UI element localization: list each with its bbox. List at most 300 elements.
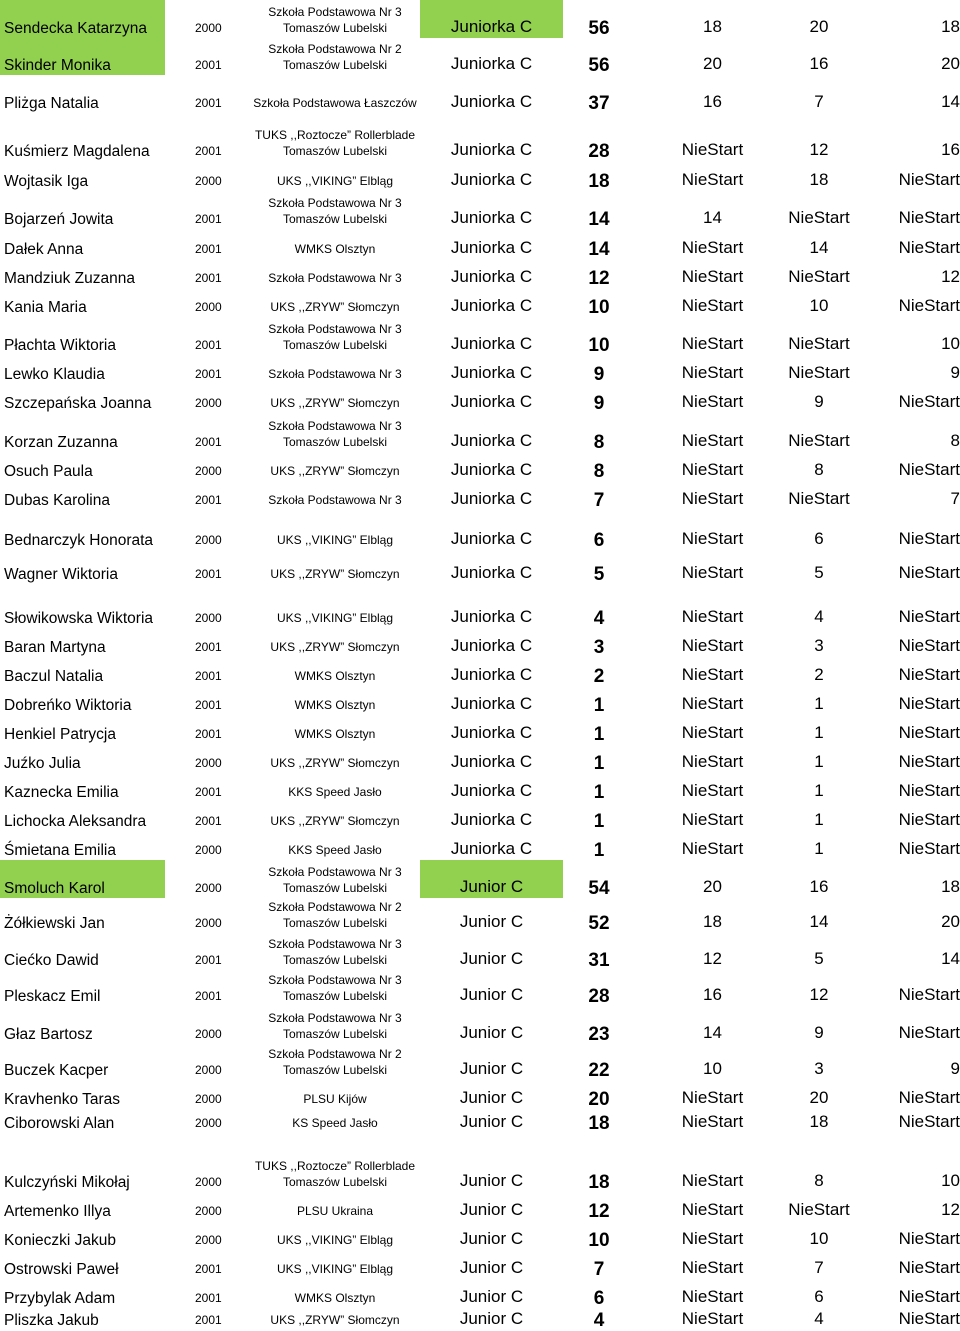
stage-2-score: 14 (809, 912, 829, 931)
total-points: 12 (588, 268, 610, 289)
club-name (250, 43, 420, 75)
club-line: KKS Speed Jasło (288, 785, 382, 799)
competitor-name: Kaznecka Emilia (4, 783, 119, 801)
birth-year: 2000 (195, 1092, 222, 1106)
stage-3-score: NieStart (898, 723, 960, 742)
club-name (250, 1048, 420, 1080)
stage-2-score: 5 (814, 563, 824, 582)
table-row (0, 1308, 960, 1330)
stage-3-score: 20 (941, 912, 960, 931)
stage-3-score: NieStart (898, 170, 960, 189)
stage-3-score: NieStart (898, 607, 960, 626)
total-points: 31 (588, 950, 610, 971)
table-row (0, 1279, 960, 1308)
table-row (0, 773, 960, 802)
competitor-name: Bednarczyk Honorata (4, 531, 154, 549)
stage-2-score: 8 (814, 1171, 824, 1190)
total-points: 37 (588, 93, 610, 114)
total-points: 22 (588, 1060, 610, 1081)
club-line: UKS ,,ZRYW” Słomczyn (270, 1313, 400, 1327)
club-line: Tomaszów Lubelski (282, 435, 388, 449)
stage-2-score: 3 (814, 636, 824, 655)
competitor-name: Żółkiewski Jan (4, 914, 105, 932)
age-category: Juniorka C (450, 334, 533, 353)
competitor-name: Kulczyński Mikołaj (4, 1173, 130, 1191)
table-row (0, 384, 960, 413)
total-points: 10 (588, 1230, 610, 1251)
stage-2-score: 6 (814, 1287, 824, 1306)
club-name (250, 728, 420, 744)
competitor-name: Osuch Paula (4, 462, 93, 480)
age-category: Juniorka C (450, 563, 533, 582)
birth-year: 2001 (195, 242, 222, 256)
stage-1-score: NieStart (681, 563, 744, 582)
table-row (0, 481, 960, 510)
club-line: Szkoła Podstawowa Nr 3 (268, 937, 402, 951)
total-points: 6 (593, 1288, 605, 1309)
club-name (250, 699, 420, 715)
club-line: TUKS ,,Roztocze” Rollerblade (254, 1159, 416, 1173)
birth-year: 2000 (195, 533, 222, 547)
birth-year: 2000 (195, 1233, 222, 1247)
competitor-name: Przybylak Adam (4, 1289, 116, 1307)
birth-year: 2000 (195, 464, 222, 478)
stage-2-score: 8 (814, 460, 824, 479)
club-name (250, 323, 420, 355)
stage-1-score: NieStart (681, 392, 744, 411)
age-category: Junior C (459, 1229, 524, 1248)
stage-3-score: NieStart (898, 1287, 960, 1306)
competitor-name: Kania Maria (4, 298, 87, 316)
birth-year: 2000 (195, 300, 222, 314)
stage-1-score: NieStart (681, 723, 744, 742)
stage-2-score: 16 (809, 54, 829, 73)
stage-3-score: NieStart (898, 238, 960, 257)
age-category: Juniorka C (450, 529, 533, 548)
club-line: WMKS Olsztyn (294, 242, 376, 256)
stage-1-score: 10 (703, 1059, 722, 1078)
club-line: Tomaszów Lubelski (282, 953, 388, 967)
stage-1-score: 14 (703, 208, 722, 227)
stage-1-score: NieStart (681, 238, 744, 257)
competitor-name: Lichocka Aleksandra (4, 812, 147, 830)
table-row (0, 802, 960, 831)
club-name (250, 938, 420, 970)
club-line: UKS ,,ZRYW” Słomczyn (270, 640, 400, 654)
stage-3-score: NieStart (898, 1112, 960, 1131)
table-row (0, 288, 960, 317)
total-points: 4 (593, 1310, 605, 1331)
competitor-name: Głaz Bartosz (4, 1025, 93, 1043)
birth-year: 2001 (195, 96, 222, 110)
birth-year: 2001 (195, 1313, 222, 1327)
competitor-name: Dałek Anna (4, 240, 84, 258)
table-row (0, 191, 960, 229)
stage-3-score: 18 (941, 17, 960, 36)
stage-1-score: NieStart (681, 460, 744, 479)
stage-2-score: 3 (814, 1059, 824, 1078)
stage-1-score: 16 (703, 92, 722, 111)
stage-3-score: NieStart (898, 460, 960, 479)
stage-1-score: NieStart (681, 140, 744, 159)
competitor-name: Wojtasik Iga (4, 172, 89, 190)
birth-year: 2001 (195, 271, 222, 285)
table-row (0, 0, 960, 38)
club-line: Tomaszów Lubelski (282, 338, 388, 352)
club-name (250, 420, 420, 452)
age-category: Juniorka C (450, 752, 533, 771)
stage-3-score: NieStart (898, 1309, 960, 1328)
age-category: Juniorka C (450, 170, 533, 189)
table-row (0, 259, 960, 288)
table-row (0, 355, 960, 384)
stage-2-score: NieStart (788, 431, 850, 450)
table-row (0, 860, 960, 898)
club-name (250, 1160, 420, 1192)
total-points: 1 (593, 753, 605, 774)
birth-year: 2001 (195, 435, 222, 449)
age-category: Junior C (459, 1023, 524, 1042)
stage-3-score: NieStart (898, 1229, 960, 1248)
table-row (0, 831, 960, 860)
age-category: Juniorka C (450, 267, 533, 286)
total-points: 10 (588, 335, 610, 356)
club-line: Tomaszów Lubelski (282, 58, 388, 72)
competitor-name: Śmietana Emilia (4, 841, 116, 859)
club-line: UKS ,,VIKING” Elbląg (276, 1262, 394, 1276)
stage-2-score: 7 (814, 1258, 824, 1277)
competitor-name: Baran Martyna (4, 638, 106, 656)
club-name (250, 901, 420, 933)
stage-1-score: NieStart (681, 431, 744, 450)
stage-3-score: NieStart (898, 665, 960, 684)
stage-2-score: 1 (814, 781, 824, 800)
competitor-name: Skinder Monika (0, 38, 165, 75)
table-row (0, 1109, 960, 1133)
birth-year: 2001 (195, 785, 222, 799)
competitor-name: Baczul Natalia (4, 667, 104, 685)
stage-3-score: NieStart (898, 1088, 960, 1107)
club-name (250, 129, 420, 161)
competitor-name: Smoluch Karol (0, 860, 165, 898)
club-name (250, 1117, 420, 1133)
total-points: 18 (588, 1113, 610, 1134)
club-line: WMKS Olsztyn (294, 698, 376, 712)
table-row (0, 38, 960, 75)
stage-1-score: NieStart (681, 665, 744, 684)
club-name (250, 568, 420, 584)
club-name (250, 243, 420, 259)
club-name (250, 844, 420, 860)
competitor-name: Pliszka Jakub (4, 1311, 99, 1329)
competitor-name: Wagner Wiktoria (4, 565, 118, 583)
stage-3-score: 12 (941, 267, 960, 286)
birth-year: 2001 (195, 989, 222, 1003)
table-row (0, 161, 960, 191)
stage-1-score: NieStart (681, 1112, 744, 1131)
stage-1-score: NieStart (681, 607, 744, 626)
stage-3-score: NieStart (898, 296, 960, 315)
club-name (250, 1093, 420, 1109)
birth-year: 2001 (195, 493, 222, 507)
club-line: UKS ,,ZRYW” Słomczyn (270, 756, 400, 770)
stage-3-score: 14 (941, 949, 960, 968)
club-name (250, 465, 420, 481)
stage-2-score: NieStart (788, 363, 850, 382)
table-row (0, 1044, 960, 1080)
age-category: Juniorka C (450, 392, 533, 411)
stage-2-score: 9 (814, 392, 824, 411)
club-name (250, 670, 420, 686)
stage-2-score: 1 (814, 694, 824, 713)
total-points: 52 (588, 913, 610, 934)
club-line: UKS ,,VIKING” Elbląg (276, 174, 394, 188)
age-category: Juniorka C (450, 296, 533, 315)
competitor-name: Kravhenko Taras (4, 1090, 121, 1108)
table-row (0, 970, 960, 1006)
club-line: Tomaszów Lubelski (282, 21, 388, 35)
club-line: Tomaszów Lubelski (282, 1063, 388, 1077)
club-name (250, 368, 420, 384)
birth-year: 2000 (195, 396, 222, 410)
stage-1-score: 14 (703, 1023, 722, 1042)
stage-2-score: 5 (814, 949, 824, 968)
table-row (0, 628, 960, 657)
stage-1-score: 20 (703, 877, 722, 896)
stage-1-score: NieStart (681, 810, 744, 829)
age-category: Junior C (459, 985, 524, 1004)
stage-3-score: 7 (950, 489, 960, 508)
club-line: Szkoła Podstawowa Nr 2 (268, 42, 402, 56)
club-line: Tomaszów Lubelski (282, 1175, 388, 1189)
age-category: Junior C (459, 1112, 524, 1131)
age-category: Junior C (459, 949, 524, 968)
stage-3-score: NieStart (898, 781, 960, 800)
stage-2-score: 20 (809, 17, 829, 36)
club-line: UKS ,,ZRYW” Słomczyn (270, 464, 400, 478)
club-name (250, 815, 420, 831)
competitor-name: Pleskacz Emil (4, 987, 101, 1005)
birth-year: 2000 (195, 1063, 222, 1077)
competitor-name: Ciećko Dawid (4, 951, 99, 969)
stage-1-score: NieStart (681, 1171, 744, 1190)
club-name (250, 175, 420, 191)
age-category: Juniorka C (450, 431, 533, 450)
total-points: 8 (593, 461, 605, 482)
birth-year: 2000 (195, 1027, 222, 1041)
total-points: 56 (588, 18, 610, 39)
stage-2-score: 9 (814, 1023, 824, 1042)
table-row (0, 1142, 960, 1192)
club-name (250, 786, 420, 802)
club-line: UKS ,,VIKING” Elbląg (276, 611, 394, 625)
age-category: Junior C (459, 1171, 524, 1190)
total-points: 5 (593, 564, 605, 585)
club-line: WMKS Olsztyn (294, 727, 376, 741)
club-line: Szkoła Podstawowa Nr 2 (268, 1047, 402, 1061)
age-category: Juniorka C (450, 489, 533, 508)
stage-2-score: 12 (809, 140, 829, 159)
club-line: Szkoła Podstawowa Nr 3 (268, 367, 402, 381)
stage-3-score: 16 (941, 140, 960, 159)
age-category: Juniorka C (450, 723, 533, 742)
stage-3-score: NieStart (898, 985, 960, 1004)
stage-1-score: NieStart (681, 752, 744, 771)
age-category: Junior C (459, 1200, 524, 1219)
table-row (0, 584, 960, 628)
age-category: Juniorka C (450, 665, 533, 684)
age-category: Junior C (459, 1287, 524, 1306)
total-points: 18 (588, 1172, 610, 1193)
club-name (250, 397, 420, 413)
club-line: Tomaszów Lubelski (282, 989, 388, 1003)
club-line: Szkoła Podstawowa Nr 3 (268, 322, 402, 336)
total-points: 18 (588, 171, 610, 192)
age-category: Juniorka C (450, 92, 533, 111)
birth-year: 2000 (195, 21, 222, 35)
total-points: 20 (588, 1089, 610, 1110)
birth-year: 2000 (195, 174, 222, 188)
competitor-name: Słowikowska Wiktoria (4, 609, 154, 627)
total-points: 2 (593, 666, 605, 687)
club-line: WMKS Olsztyn (294, 1291, 376, 1305)
table-row (0, 229, 960, 259)
club-line: KS Speed Jasło (292, 1116, 378, 1130)
total-points: 7 (593, 1259, 605, 1280)
competitor-name: Kuśmierz Magdalena (4, 142, 150, 160)
age-category: Juniorka C (450, 781, 533, 800)
club-name (250, 1314, 420, 1330)
stage-2-score: 7 (814, 92, 824, 111)
birth-year: 2000 (195, 1116, 222, 1130)
age-category: Juniorka C (450, 810, 533, 829)
birth-year: 2001 (195, 698, 222, 712)
table-row (0, 1192, 960, 1221)
club-name (250, 1012, 420, 1044)
stage-1-score: NieStart (681, 334, 744, 353)
competitor-name: Bojarzeń Jowita (4, 210, 114, 228)
stage-2-score: 4 (814, 607, 824, 626)
total-points: 1 (593, 724, 605, 745)
stage-1-score: 20 (703, 54, 722, 73)
club-line: Szkoła Podstawowa Nr 3 (268, 196, 402, 210)
stage-3-score: NieStart (898, 392, 960, 411)
stage-2-score: NieStart (788, 267, 850, 286)
competitor-name: Dubas Karolina (4, 491, 110, 509)
stage-2-score: 20 (809, 1088, 829, 1107)
total-points: 6 (593, 530, 605, 551)
stage-1-score: NieStart (681, 363, 744, 382)
stage-3-score: NieStart (898, 636, 960, 655)
stage-1-score: 12 (703, 949, 722, 968)
table-row (0, 1250, 960, 1279)
total-points: 9 (593, 364, 605, 385)
table-row (0, 686, 960, 715)
table-row (0, 657, 960, 686)
stage-3-score: NieStart (898, 563, 960, 582)
stage-3-score: 18 (941, 877, 960, 896)
club-line: Tomaszów Lubelski (282, 144, 388, 158)
stage-3-score: NieStart (898, 1023, 960, 1042)
table-row (0, 113, 960, 161)
birth-year: 2001 (195, 727, 222, 741)
birth-year: 2001 (195, 212, 222, 226)
stage-1-score: NieStart (681, 267, 744, 286)
table-row (0, 75, 960, 113)
club-name (250, 494, 420, 510)
table-row (0, 933, 960, 970)
age-category: Juniorka C (450, 363, 533, 382)
age-category: Juniorka C (450, 694, 533, 713)
stage-1-score: NieStart (681, 781, 744, 800)
table-row (0, 413, 960, 452)
age-category: Junior C (459, 1258, 524, 1277)
stage-3-score: 9 (950, 1059, 960, 1078)
age-category: Junior C (459, 912, 524, 931)
birth-year: 2001 (195, 953, 222, 967)
total-points: 1 (593, 840, 605, 861)
stage-2-score: NieStart (788, 1200, 850, 1219)
club-line: Szkoła Podstawowa Nr 2 (268, 900, 402, 914)
stage-1-score: NieStart (681, 1229, 744, 1248)
table-row (0, 510, 960, 550)
stage-1-score: 16 (703, 985, 722, 1004)
stage-1-score: 18 (703, 17, 722, 36)
stage-1-score: NieStart (681, 170, 744, 189)
table-row (0, 898, 960, 933)
club-name (250, 641, 420, 657)
age-category: Junior C (459, 1309, 524, 1328)
club-line: TUKS ,,Roztocze” Rollerblade (254, 128, 416, 142)
club-name (250, 534, 420, 550)
birth-year: 2001 (195, 58, 222, 72)
age-category: Junior C (420, 860, 563, 898)
total-points: 12 (588, 1201, 610, 1222)
competitor-name: Pliżga Natalia (4, 94, 99, 112)
stage-3-score: NieStart (898, 529, 960, 548)
age-category: Juniorka C (420, 0, 563, 38)
stage-1-score: NieStart (681, 636, 744, 655)
table-row (0, 317, 960, 355)
stage-2-score: 10 (809, 296, 829, 315)
stage-1-score: 18 (703, 912, 722, 931)
age-category: Junior C (459, 1088, 524, 1107)
stage-1-score: NieStart (681, 1200, 744, 1219)
birth-year: 2000 (195, 1175, 222, 1189)
age-category: Junior C (459, 1059, 524, 1078)
stage-2-score: NieStart (788, 334, 850, 353)
total-points: 1 (593, 782, 605, 803)
competitor-name: Szczepańska Joanna (4, 394, 152, 412)
age-category: Juniorka C (450, 607, 533, 626)
table-row (0, 452, 960, 481)
total-points: 28 (588, 141, 610, 162)
table-row (0, 1221, 960, 1250)
competitor-name: Sendecka Katarzyna (0, 0, 165, 38)
stage-3-score: 8 (950, 431, 960, 450)
stage-3-score: 20 (941, 54, 960, 73)
birth-year: 2001 (195, 338, 222, 352)
stage-1-score: NieStart (681, 1287, 744, 1306)
stage-3-score: NieStart (898, 839, 960, 858)
total-points: 3 (593, 637, 605, 658)
competitor-name: Artemenko Illya (4, 1202, 111, 1220)
club-name (250, 272, 420, 288)
age-category: Juniorka C (450, 839, 533, 858)
table-row (0, 1006, 960, 1044)
stage-2-score: NieStart (788, 208, 850, 227)
club-line: Szkoła Podstawowa Nr 3 (268, 973, 402, 987)
